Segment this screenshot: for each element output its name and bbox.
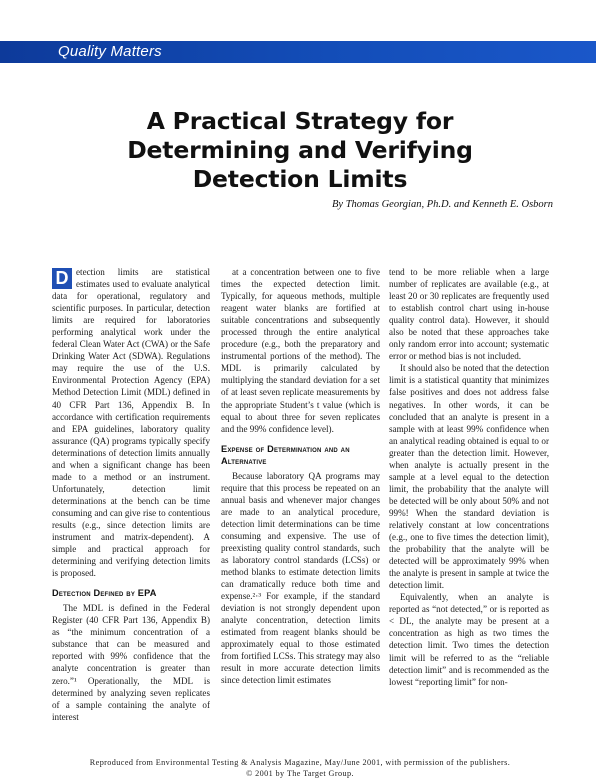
footer-line-2: © 2001 by The Target Group. <box>0 769 600 779</box>
body-paragraph: at a concentration between one to five times the expected detection limit. Typically, for aqueous methods, multiple reagent water blanks are fortified at suitable concentrations and subsequently processed through the entire analytical procedure (e.g., both the preparatory and instrumental portions of the method). The MDL is primarily calculated by multiplying the standard deviation for a set of at least seven replicate measurements by the appropriate Student’s t value (which is equal to about three for seven replicates and the 99% confidence level). <box>221 266 380 435</box>
text-column-3 <box>389 266 549 752</box>
intro-paragraph-text: etection limits are statistical estimates used to evaluate analytical data for operational, regulatory and scientific purposes. In particular, detection limits are required for laboratories performing analytical work under the federal Clean Water Act (CWA) or the Safe Drinking Water Act (SDWA). Regulations may require the use of the U.S. Environmental Protection Agency (EPA) Method Detection Limit (MDL) defined in 40 CFR Part 136, Appendix B. In accordance with certification requirements and EPA guidelines, laboratory quality assurance (QA) programs typically specify determinations of detection limits annually and when a significant change has been made to a method or an instrument. Unfortunately, detection limit determinations at the bench can be time consuming and can give rise to contentious results (e.g., since detection limits are instrument and matrix-dependent). A simple and practical approach for determining and verifying detection limits is proposed. <box>52 267 210 578</box>
title-line-2: Determining and Verifying <box>80 136 520 165</box>
body-paragraph: The MDL is defined in the Federal Register (40 CFR Part 136, Appendix B) as “the minimum concentration of a substance that can be measured and reported with 99% confidence that the analyte concentration is greater than zero.”¹ Operationally, the MDL is determined by analyzing seven replicates of a sample containing the analyte of interest <box>52 602 210 722</box>
text-column-1 <box>52 266 210 752</box>
section-heading: Detection Defined by EPA <box>52 587 210 599</box>
title-line-1: A Practical Strategy for <box>80 107 520 136</box>
article-title <box>80 107 520 194</box>
drop-cap-letter: D <box>52 268 72 289</box>
section-label: Quality Matters <box>58 41 162 63</box>
author-byline: By Thomas Georgian, Ph.D. and Kenneth E. Osborn <box>0 199 553 210</box>
section-header-bar <box>0 41 596 63</box>
title-line-3: Detection Limits <box>80 165 520 194</box>
body-paragraph: Equivalently, when an analyte is reported as “not detected,” or is reported as < DL, the analyte may be present at a concentration as high as two times the detection limit. Two times the detection limit will be referred to as the “reliable detection limit” and is recommended as the lowest “reporting limit” for non- <box>389 591 549 687</box>
text-column-2 <box>221 266 380 752</box>
body-paragraph: It should also be noted that the detection limit is a statistical quantity that minimizes false positives and does not address false negatives. In other words, it can be concluded that an analyte is present in a sample with at least 99% confidence when an analytical reading obtained is equal to or greater than the detection limit. However, when analyte is actually present in the sample at a level equal to the detection limit, the probability that the analyte will be detected will be only about 50% and not 99%! When the standard deviation is relatively constant at low concentrations (e.g., one to five times the detection limit), the probability that the analyte will be detected will be approximately 99% when the analyte is present in sample at twice the detection limit. <box>389 362 549 591</box>
body-paragraph <box>52 266 210 579</box>
section-heading: Expense of Determination and an Alternative <box>221 443 380 467</box>
footer-line-1: Reproduced from Environmental Testing & Analysis Magazine, May/June 2001, with permission of the publishers. <box>0 758 600 769</box>
body-paragraph: tend to be more reliable when a large number of replicates are available (e.g., at least 20 or 30 replicates are frequently used to establish control chart using in-house quality control data). However, it should also be noted that these approaches take only random error into account; systematic error or method bias is not included. <box>389 266 549 362</box>
body-paragraph: Because laboratory QA programs may require that this process be repeated on an annual basis and whenever major changes are made to an analytical procedure, detection limit determinations can be time consuming and expensive. The use of preexisting quality control standards, such as laboratory control standards (LCSs) or method blanks to estimate detection limits can dramatically reduce both time and expense.²·³ For example, if the standard deviation is not strongly dependent upon analyte concentration, detection limits estimated from reagent blanks should be approximately equal to those estimated from fortified LCSs. This strategy may also result in more accurate detection limits since detection limit estimates <box>221 470 380 687</box>
